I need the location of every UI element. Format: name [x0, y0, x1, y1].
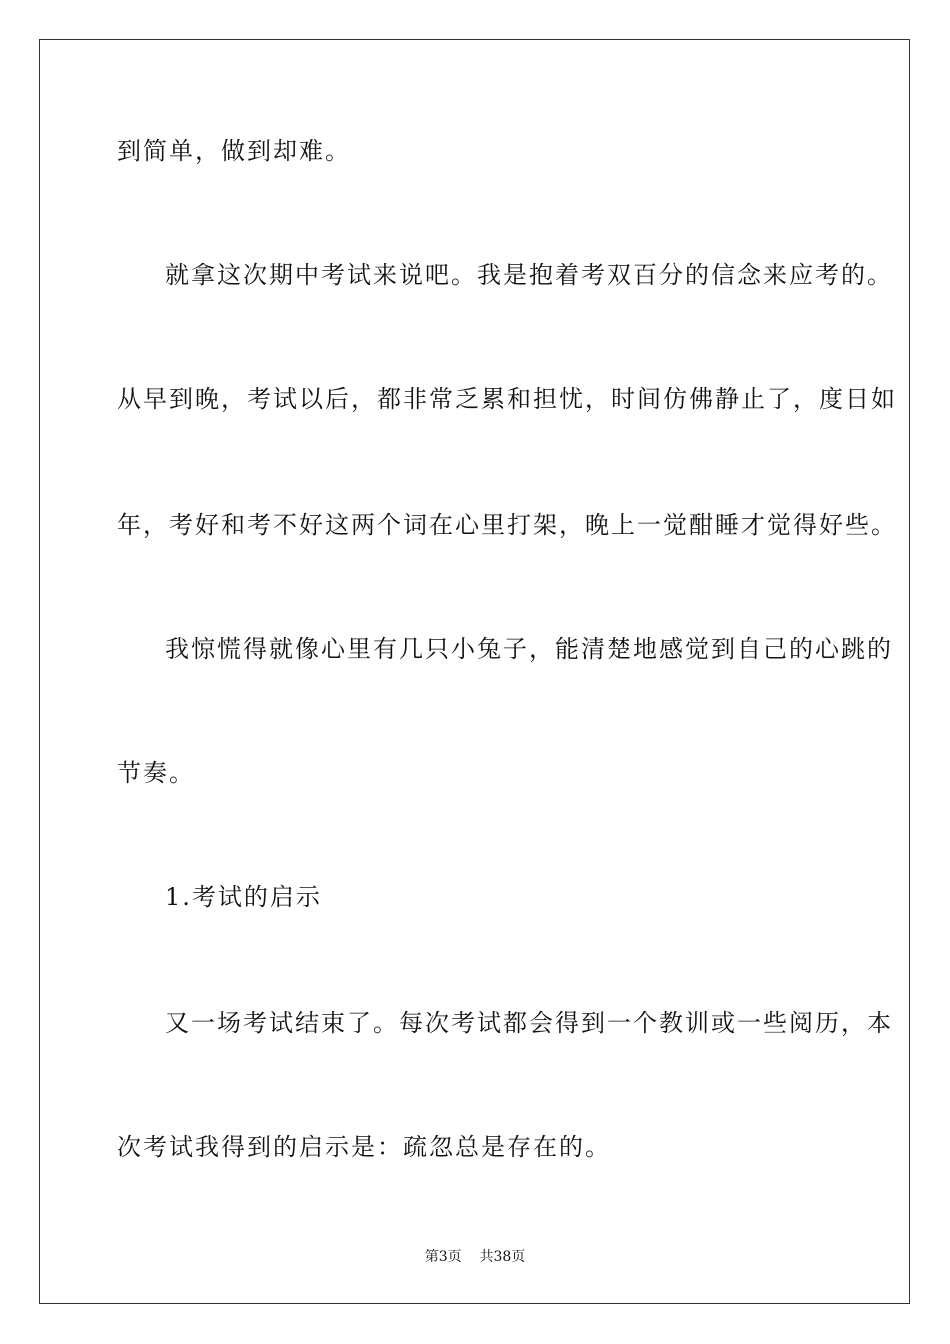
page-number: 第3页 — [424, 1249, 462, 1265]
text-line-2: 就拿这次期中考试来说吧。我是抱着考双百分的信念来应考的。 — [165, 261, 893, 289]
text-line-9: 次考试我得到的启示是：疏忽总是存在的。 — [117, 1133, 611, 1161]
text-line-1: 到简单，做到却难。 — [117, 137, 351, 165]
section-heading: 1.考试的启示 — [165, 883, 322, 911]
text-line-5: 我惊慌得就像心里有几只小兔子，能清楚地感觉到自己的心跳的 — [165, 635, 893, 663]
page-frame — [39, 39, 910, 1304]
text-line-4: 年，考好和考不好这两个词在心里打架，晚上一觉酣睡才觉得好些。 — [117, 511, 897, 539]
text-line-6: 节奏。 — [117, 759, 195, 787]
text-line-8: 又一场考试结束了。每次考试都会得到一个教训或一些阅历，本 — [165, 1009, 893, 1037]
page-total: 共38页 — [479, 1249, 526, 1265]
page-footer — [0, 1247, 950, 1267]
text-line-3: 从早到晚，考试以后，都非常乏累和担忧，时间仿佛静止了，度日如 — [117, 385, 897, 413]
